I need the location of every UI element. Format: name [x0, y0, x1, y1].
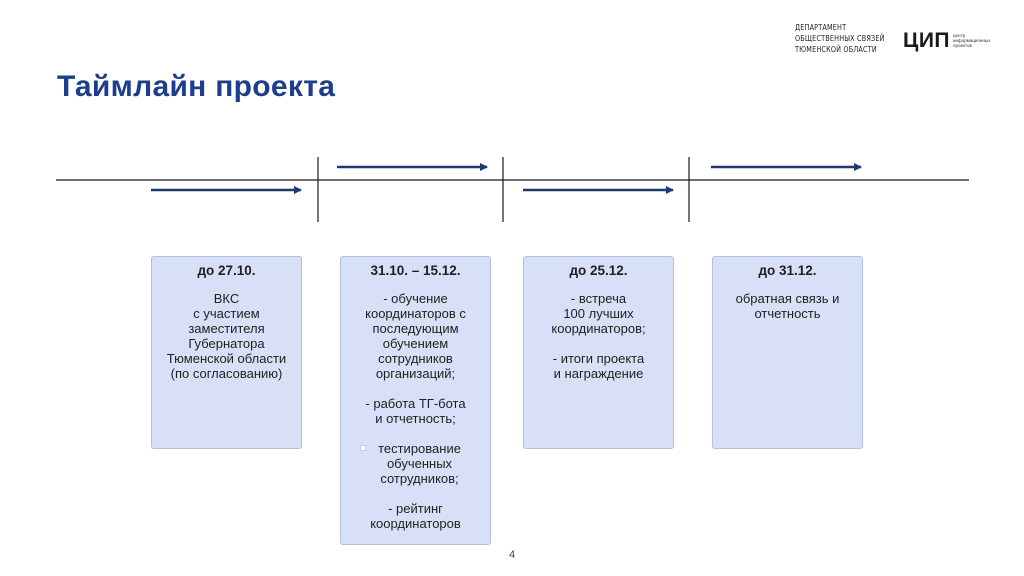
logo-subtitle-line: центр — [953, 32, 966, 38]
card-text-line: Губернатора — [188, 336, 265, 351]
card-date: до 25.12. — [569, 263, 628, 278]
card-text-line: 100 лучших — [563, 306, 634, 321]
bullet-square-icon — [360, 445, 366, 451]
card-text-line: организаций; — [375, 366, 456, 381]
timeline-card-1 — [151, 256, 302, 449]
card-text-line: ВКС — [213, 291, 240, 306]
page-number: 4 — [509, 549, 516, 561]
timeline-card-2 — [340, 256, 491, 545]
card-text-line: Тюменской области — [166, 351, 287, 366]
card-text-line: обратная связь и — [735, 291, 840, 306]
card-text-line: обученных — [386, 456, 453, 471]
logo-subtitle-line: проектов — [953, 43, 972, 49]
card-text-line: и награждение — [553, 366, 644, 381]
department-line: ТЮМЕНСКОЙ ОБЛАСТИ — [795, 45, 877, 54]
card-text-line: последующим — [372, 321, 459, 336]
card-text-line: координаторов — [370, 516, 461, 531]
card-text-line: отчетность — [754, 306, 821, 321]
card-text-line: - обучение — [383, 291, 448, 306]
logo-mark: ЦИП — [903, 29, 951, 52]
card-date: до 27.10. — [197, 263, 256, 278]
page-title: Таймлайн проекта — [57, 70, 336, 103]
card-date: 31.10. – 15.12. — [370, 263, 461, 278]
card-text-line: - работа ТГ-бота — [365, 396, 466, 411]
card-text-line: сотрудников — [378, 351, 453, 366]
department-line: ДЕПАРТАМЕНТ — [795, 23, 847, 32]
timeline-graphic — [0, 0, 1024, 240]
card-text-line: с участием — [193, 306, 260, 321]
logo-subtitle-line: информационных — [953, 37, 991, 43]
card-bullet-item — [341, 441, 490, 456]
card-text-line: сотрудников; — [380, 471, 459, 486]
card-text-line: тестирование — [378, 441, 461, 456]
timeline-card-3 — [523, 256, 674, 449]
card-text-line: и отчетность; — [375, 411, 456, 426]
card-text-line: - встреча — [570, 291, 627, 306]
card-text-line: координаторов; — [551, 321, 646, 336]
department-line: ОБЩЕСТВЕННЫХ СВЯЗЕЙ — [795, 34, 885, 43]
timeline-card-4 — [712, 256, 863, 449]
card-text-line: координаторов с — [365, 306, 466, 321]
card-text-line: - итоги проекта — [552, 351, 645, 366]
card-text-line: - рейтинг — [388, 501, 443, 516]
card-text-line: заместителя — [188, 321, 265, 336]
card-date: до 31.12. — [758, 263, 817, 278]
card-text-line: (по согласованию) — [170, 366, 283, 381]
card-text-line: обучением — [382, 336, 449, 351]
